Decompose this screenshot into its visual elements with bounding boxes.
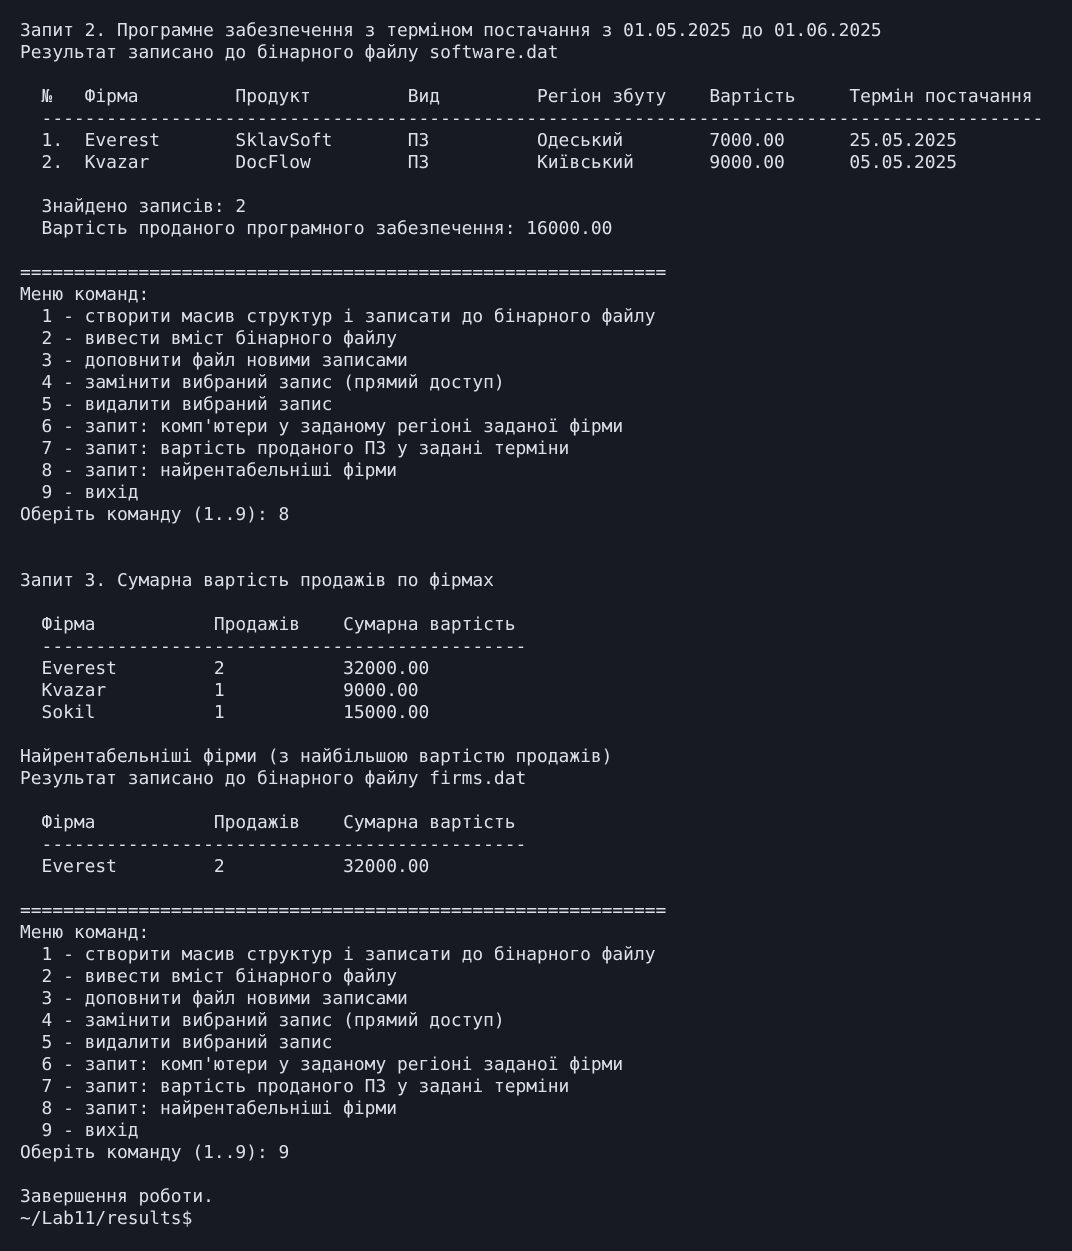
terminal-line: 6 - запит: комп'ютери у заданому регіоні заданої фірми [20,416,624,437]
terminal-line [20,548,1060,570]
terminal-line: Фірма Продажів Сумарна вартість [20,812,516,833]
terminal-line: Оберіть команду (1..9): 8 [20,504,290,525]
terminal-line: 3 - доповнити файл новими записами [20,350,408,371]
terminal-line: 4 - замінити вибраний запис (прямий доступ) [20,1010,505,1031]
terminal-line: 1 - створити масив структур і записати до бінарного файлу [20,306,656,327]
terminal-line: 3 - доповнити файл новими записами [20,988,408,1009]
terminal-line: Завершення роботи. [20,1186,214,1207]
terminal-line [20,174,1060,196]
terminal-line: Оберіть команду (1..9): 9 [20,1142,290,1163]
terminal-line: 7 - запит: вартість проданого ПЗ у задані терміни [20,1076,570,1097]
terminal-line: 9 - вихід [20,482,139,503]
terminal-line: 9 - вихід [20,1120,139,1141]
terminal-line: ============================================================ [20,900,667,921]
terminal-line: 7 - запит: вартість проданого ПЗ у задані терміни [20,438,570,459]
terminal-line: Запит 3. Сумарна вартість продажів по фірмах [20,570,494,591]
terminal-line [20,592,1060,614]
terminal-line [20,526,1060,548]
terminal-line: --------------------------------------------------------------------------------------------- [20,108,1044,129]
terminal-line [20,724,1060,746]
terminal-line: --------------------------------------------- [20,834,527,855]
terminal-line: Меню команд: [20,284,150,305]
terminal-line: --------------------------------------------- [20,636,527,657]
terminal-line: Sokil 1 15000.00 [20,702,430,723]
terminal-line: 1. Everest SklavSoft ПЗ Одеський 7000.00 25.05.2025 [20,130,958,151]
terminal-line: Меню команд: [20,922,150,943]
shell-prompt: ~/Lab11/results$ [20,1208,193,1229]
terminal-line: 8 - запит: найрентабельніші фірми [20,460,397,481]
terminal-line: 1 - створити масив структур і записати до бінарного файлу [20,944,656,965]
terminal-line [20,240,1060,262]
terminal-line: Знайдено записів: 2 [20,196,247,217]
terminal-line: Kvazar 1 9000.00 [20,680,419,701]
terminal-line: 2. Kvazar DocFlow ПЗ Київський 9000.00 05.05.2025 [20,152,958,173]
terminal-line: Фірма Продажів Сумарна вартість [20,614,516,635]
terminal-line: 6 - запит: комп'ютери у заданому регіоні заданої фірми [20,1054,624,1075]
terminal-line: 5 - видалити вибраний запис [20,1032,333,1053]
terminal-line [20,790,1060,812]
terminal-line: 2 - вивести вміст бінарного файлу [20,966,397,987]
terminal-line: Вартість проданого програмного забезпечення: 16000.00 [20,218,613,239]
terminal-line: Everest 2 32000.00 [20,658,430,679]
terminal-line: 4 - замінити вибраний запис (прямий доступ) [20,372,505,393]
terminal-line: 5 - видалити вибраний запис [20,394,333,415]
terminal-line: Результат записано до бінарного файлу software.dat [20,42,559,63]
terminal-line: 8 - запит: найрентабельніші фірми [20,1098,397,1119]
terminal-line: Запит 2. Програмне забезпечення з терміном постачання з 01.05.2025 до 01.06.2025 [20,20,882,41]
terminal-line: Результат записано до бінарного файлу firms.dat [20,768,527,789]
terminal-output[interactable] [20,20,1060,1230]
terminal-line [20,1164,1060,1186]
terminal-line: Everest 2 32000.00 [20,856,430,877]
terminal-line: 2 - вивести вміст бінарного файлу [20,328,397,349]
terminal-line [20,64,1060,86]
terminal-line: Найрентабельніші фірми (з найбільшою вартістю продажів) [20,746,613,767]
terminal-line [20,878,1060,900]
terminal-line: № Фірма Продукт Вид Регіон збуту Вартість Термін постачання [20,86,1033,107]
terminal-line: ============================================================ [20,262,667,283]
